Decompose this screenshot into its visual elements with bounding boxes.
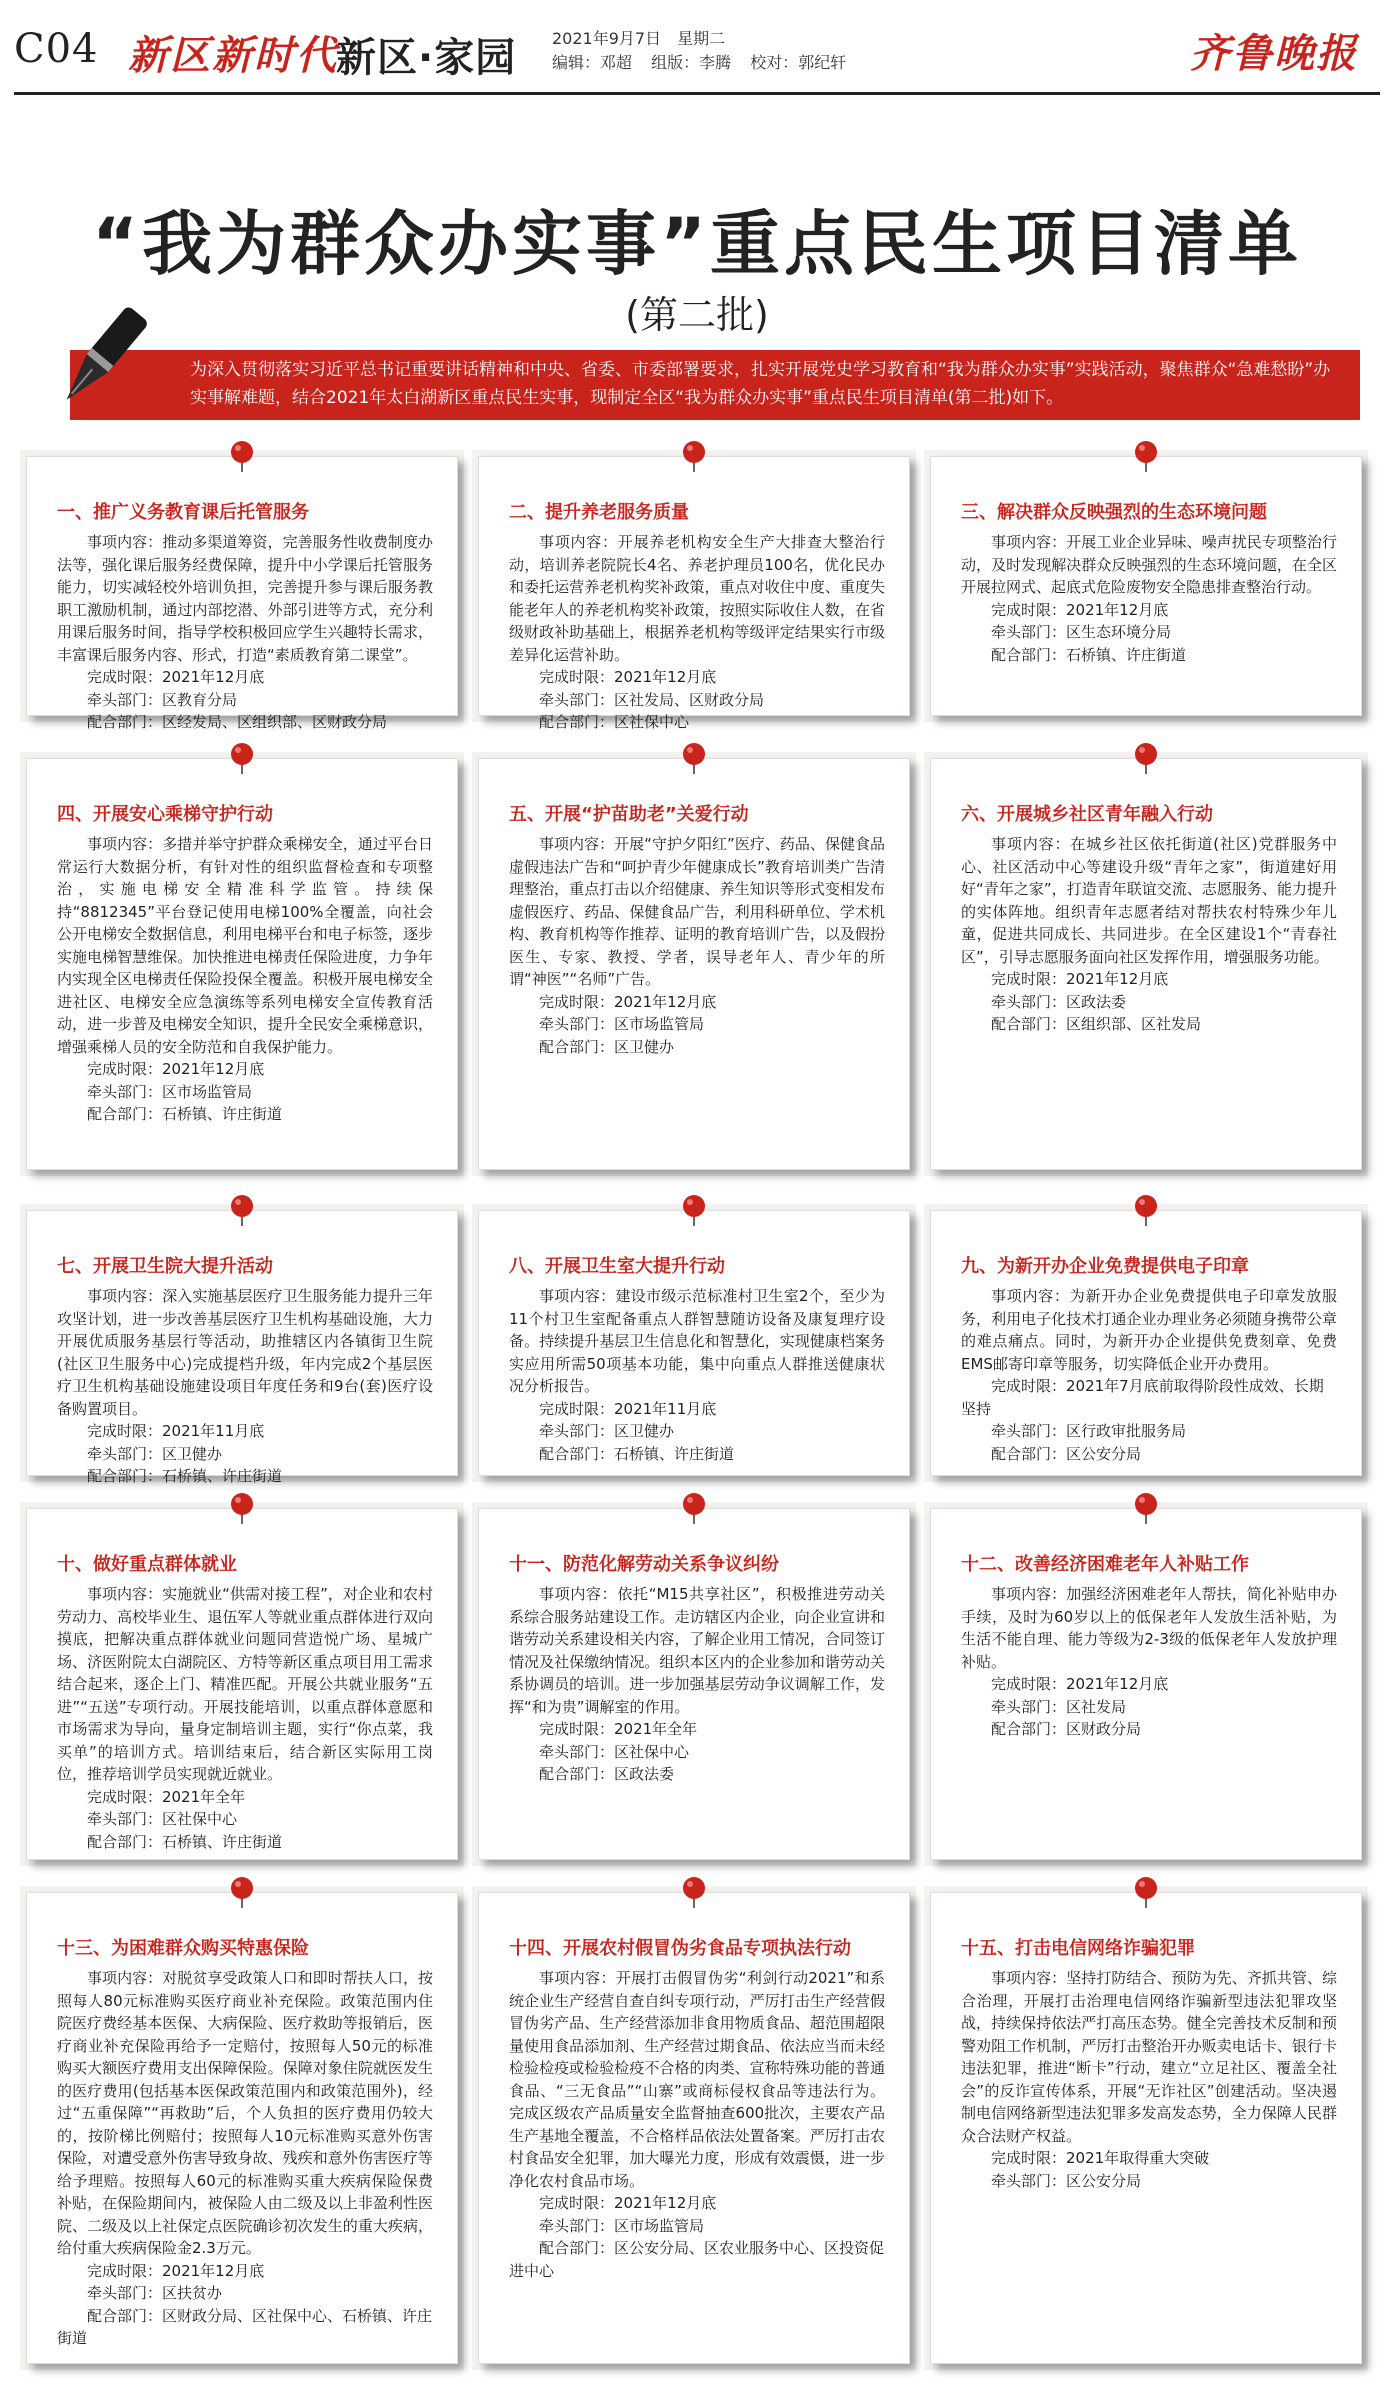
masthead-rule: [14, 92, 1380, 95]
card-title: 八、开展卫生室大提升行动: [509, 1256, 725, 1277]
card-content: 事项内容：对脱贫享受政策人口和即时帮扶人口，按照每人80元标准购买医疗商业补充保险。政策范围内住院医疗费经基本医保、大病保险、医疗救助等报销后，医疗商业补充保险再给予一定赔付，按照每人50元的标准购买大额医疗费用支出保障保险。保障对象住院就医发生的医疗费用(包括基本医保政策范围内和政策范围外)，经过“五重保障”“再救助”后，个人负担的医疗费用仍较大的，按阶梯比例赔付；按照每人10元标准购买意外伤害保险，对遭受意外伤害导致身故、残疾和意外伤害医疗等给予理赔。按照每人60元的标准购买重大疾病保险保费补贴，在保险期间内，被保险人由二级及以上非盈利性医院、二级及以上社保定点医院确诊初次发生的重大疾病，给付重大疾病保险金2.3万元。: [57, 1969, 433, 2257]
card-content: 事项内容：开展工业企业异味、噪声扰民专项整治行动，及时发现解决群众反映强烈的生态环境问题，在全区开展拉网式、起底式危险废物安全隐患排查整治行动。: [961, 533, 1337, 596]
card-deadline: 完成时限：2021年11月底: [87, 1422, 265, 1440]
card-coop-dept: 配合部门：区组织部、区社发局: [991, 1015, 1202, 1033]
card-content: 事项内容：开展养老机构安全生产大排查大整治行动，培训养老院院长4名、养老护理员100名，优化民办和委托运营养老机构奖补政策，重点对收住中度、重度失能老年人的养老机构奖补政策，按照实际收住人数，在省级财政补助基础上，根据养老机构等级评定结果实行市级差异化运营补助。: [509, 533, 885, 664]
card-deadline: 完成时限：2021年12月底: [539, 992, 717, 1011]
card-content: 事项内容：开展打击假冒伪劣“利剑行动2021”和系统企业生产经营自查自纠专项行动，严厉打击生产经营假冒伪劣产品、生产经营添加非食用物质食品、超范围超限量使用食品添加剂、生产经营过期食品、依法应当而未经检验检疫或检验检疫不合格的肉类、宣称特殊功能的普通食品、“三无食品”“山寨”或商标侵权食品等违法行为。完成区级农产品质量安全监督抽查600批次，主要农产品生产基地全覆盖，不合格样品依法处置备案。严厉打击农村食品安全犯罪，加大曝光力度，形成有效震慑，进一步净化农村食品市场。: [509, 1969, 885, 2190]
card-coop-dept: 配合部门：区公安分局、区农业服务中心、区投资促进中心: [509, 2239, 885, 2280]
card-deadline: 完成时限：2021年12月底: [87, 1060, 265, 1078]
pushpin-icon: [677, 1193, 711, 1227]
project-card: [930, 456, 1362, 716]
card-content: 事项内容：多措并举守护群众乘梯安全，通过平台日常运行大数据分析，有针对性的组织监督检查和专项整治，实施电梯安全精准科学监管。持续保持“8812345”平台登记使用电梯100%全覆盖，向社会公开电梯安全数据信息，利用电梯平台和电子标签，逐步实施电梯智慧维保。加快推进电梯责任保险进度，力争年内实现全区电梯责任保险投保全覆盖。积极开展电梯安全进社区、电梯安全应急演练等系列电梯安全宣传教育活动，进一步普及电梯安全知识，提升全民安全乘梯意识，增强乘梯人员的安全防范和自我保护能力。: [57, 835, 433, 1056]
card-title: 四、开展安心乘梯守护行动: [57, 804, 273, 825]
pushpin-icon: [225, 741, 259, 775]
card-content: 事项内容：依托“M15共享社区”，积极推进劳动关系综合服务站建设工作。走访辖区内企业，向企业宣讲和谐劳动关系建设相关内容，了解企业用工情况，合同签订情况及社保缴纳情况。组织本区内的企业参加和谐劳动关系协调员的培训。进一步加强基层劳动争议调解工作，发挥“和为贵”调解室的作用。: [509, 1585, 885, 1716]
card-content: 事项内容：深入实施基层医疗卫生服务能力提升三年攻坚计划，进一步改善基层医疗卫生机构基础设施，大力开展优质服务基层行等活动，助推辖区内各镇街卫生院(社区卫生服务中心)完成提档升级，年内完成2个基层医疗卫生机构基础设施建设项目年度任务和9台(套)医疗设备购置项目。: [57, 1287, 433, 1418]
card-content: 事项内容：坚持打防结合、预防为先、齐抓共管、综合治理，开展打击治理电信网络诈骗新型违法犯罪攻坚战，持续保持依法严打高压态势。健全完善技术反制和预警劝阻工作机制，严厉打击整治开办贩卖电话卡、银行卡违法犯罪，推进“断卡”行动，建立“立足社区、覆盖全社会”的反诈宣传体系，开展“无诈社区”创建活动。坚决遏制电信网络新型违法犯罪多发高发态势，全力保障人民群众合法财产权益。: [961, 1969, 1337, 2145]
pushpin-icon: [1129, 439, 1163, 473]
card-coop-dept: 配合部门：石桥镇、许庄街道: [539, 1444, 735, 1463]
pushpin-icon: [225, 1193, 259, 1227]
project-card: [26, 758, 458, 1170]
card-deadline: 完成时限：2021年7月底前取得阶段性成效、长期坚持: [961, 1377, 1324, 1418]
project-card: [930, 758, 1362, 1170]
card-lead-dept: 牵头部门：区卫健办: [87, 1444, 223, 1463]
project-card: [26, 1210, 458, 1485]
project-card: [930, 1210, 1362, 1476]
card-title: 十三、为困难群众购买特惠保险: [57, 1938, 309, 1959]
project-card: [26, 1892, 458, 2364]
project-card: [478, 456, 910, 731]
card-deadline: 完成时限：2021年12月底: [87, 2261, 265, 2280]
page-number: C04: [14, 26, 99, 72]
card-lead-dept: 牵头部门：区市场监管局: [539, 1015, 705, 1033]
pushpin-icon: [677, 1491, 711, 1525]
proof-credit: 校对：郭纪轩: [750, 53, 847, 72]
card-coop-dept: 配合部门：区政法委: [539, 1765, 675, 1783]
card-deadline: 完成时限：2021年12月底: [87, 668, 265, 686]
card-deadline: 完成时限：2021年11月底: [539, 1399, 717, 1418]
card-lead-dept: 牵头部门：区社发局: [991, 1697, 1127, 1716]
card-coop-dept: 配合部门：区卫健办: [539, 1037, 675, 1056]
fountain-pen-icon: [40, 300, 160, 420]
pushpin-icon: [677, 439, 711, 473]
card-content: 事项内容：加强经济困难老年人帮扶，简化补贴申办手续，及时为60岁以上的低保老年人发放生活补贴，为生活不能自理、能力等级为2-3级的低保老年人发放护理补贴。: [961, 1585, 1337, 1671]
sub-title: (第二批): [625, 293, 769, 337]
main-title: “我为群众办实事”重点民生项目清单: [91, 203, 1302, 285]
card-title: 六、开展城乡社区青年融入行动: [961, 804, 1213, 825]
project-card: [478, 1508, 910, 1860]
card-lead-dept: 牵头部门：区公安分局: [991, 2171, 1142, 2190]
card-title: 十二、改善经济困难老年人补贴工作: [961, 1554, 1249, 1575]
card-title: 三、解决群众反映强烈的生态环境问题: [961, 502, 1267, 523]
card-content: 事项内容：开展“守护夕阳红”医疗、药品、保健食品虚假违法广告和“呵护青少年健康成长”教育培训类广告清理整治，重点打击以介绍健康、养生知识等形式变相发布虚假医疗、药品、保健食品广告，利用科研单位、学术机构、教育机构等作推荐、证明的教育培训广告，以及假扮医生、专家、教授、学者，误导老年人、青少年的所谓“神医”“名师”广告。: [509, 835, 885, 988]
card-coop-dept: 配合部门：区财政分局: [991, 1720, 1142, 1738]
card-lead-dept: 牵头部门：区扶贫办: [87, 2284, 223, 2302]
card-deadline: 完成时限：2021年12月底: [991, 970, 1169, 988]
project-card: [930, 1892, 1362, 2364]
card-title: 十一、防范化解劳动关系争议纠纷: [509, 1554, 779, 1575]
card-lead-dept: 牵头部门：区社保中心: [87, 1810, 238, 1828]
project-card: [930, 1508, 1362, 1860]
card-lead-dept: 牵头部门：区教育分局: [87, 690, 238, 709]
project-card: [478, 1892, 910, 2364]
project-card: [478, 1210, 910, 1476]
staff-line: [552, 50, 860, 73]
pushpin-icon: [1129, 741, 1163, 775]
card-lead-dept: 牵头部门：区政法委: [991, 992, 1127, 1011]
pushpin-icon: [677, 1875, 711, 1909]
project-card: [26, 456, 458, 731]
card-title: 五、开展“护苗助老”关爱行动: [509, 804, 749, 825]
editor-credit: 编辑：邓超: [552, 53, 633, 72]
section-title: 新区·家园: [336, 35, 517, 81]
project-card: [478, 758, 910, 1170]
card-deadline: 完成时限：2021年全年: [87, 1787, 246, 1806]
date-line: 2021年9月7日 星期二: [552, 29, 726, 48]
card-lead-dept: 牵头部门：区市场监管局: [87, 1082, 253, 1101]
card-content: 事项内容：在城乡社区依托街道(社区)党群服务中心、社区活动中心等建设升级“青年之家”，街道建好用好“青年之家”，打造青年联谊交流、志愿服务、能力提升的实体阵地。组织青年志愿者结对帮扶农村特殊少年儿童，促进共同成长、共同进步。在全区建设1个“青春社区”，引导志愿服务面向社区发挥作用，增强服务功能。: [961, 835, 1337, 966]
card-title: 七、开展卫生院大提升活动: [57, 1256, 273, 1277]
card-deadline: 完成时限：2021年12月底: [539, 668, 717, 686]
card-coop-dept: 配合部门：区公安分局: [991, 1444, 1142, 1463]
card-title: 十、做好重点群体就业: [57, 1554, 237, 1575]
card-lead-dept: 牵头部门：区市场监管局: [539, 2216, 705, 2235]
pushpin-icon: [225, 1875, 259, 1909]
card-lead-dept: 牵头部门：区行政审批服务局: [991, 1422, 1187, 1440]
card-title: 十四、开展农村假冒伪劣食品专项执法行动: [509, 1938, 851, 1959]
card-lead-dept: 牵头部门：区社保中心: [539, 1742, 690, 1761]
card-content: 事项内容：建设市级示范标准村卫生室2个，至少为11个村卫生室配备重点人群智慧随访设备及康复理疗设备。持续提升基层卫生信息化和智慧化，实现健康档案务实应用所需50项基本功能，集中向重点人群推送健康状况分析报告。: [509, 1287, 885, 1395]
card-coop-dept: 配合部门：区财政分局、区社保中心、石桥镇、许庄街道: [57, 2306, 433, 2347]
card-deadline: 完成时限：2021年12月底: [991, 1675, 1169, 1693]
brand-logo: 齐鲁晚报: [1190, 30, 1358, 77]
card-coop-dept: 配合部门：石桥镇、许庄街道: [87, 1467, 283, 1485]
card-coop-dept: 配合部门：石桥镇、许庄街道: [87, 1105, 283, 1123]
card-coop-dept: 配合部门：石桥镇、许庄街道: [87, 1832, 283, 1851]
card-content: 事项内容：推动多渠道筹资，完善服务性收费制度办法等，强化课后服务经费保障，提升中小学课后托管服务能力，切实减轻校外培训负担，完善提升参与课后服务教职工激励机制，通过内部挖潜、外部引进等方式，充分利用课后服务时间，指导学校积极回应学生兴趣特长需求，丰富课后服务内容、形式，打造“素质教育第二课堂”。: [57, 533, 433, 664]
card-lead-dept: 牵头部门：区生态环境分局: [991, 623, 1172, 641]
card-deadline: 完成时限：2021年全年: [539, 1720, 698, 1738]
card-title: 九、为新开办企业免费提供电子印章: [961, 1256, 1249, 1277]
card-content: 事项内容：实施就业“供需对接工程”，对企业和农村劳动力、高校毕业生、退伍军人等就业重点群体进行双向摸底，把解决重点群体就业问题同营造悦广场、星城广场、济医附院太白湖院区、方特等新区重点项目用工需求结合起来，逐企上门、精准匹配。开展公共就业服务“五进”“五送”专项行动。开展技能培训，以重点群体意愿和市场需求为导向，量身定制培训主题，实行“你点菜，我买单”的培训方式。培训结束后，结合新区实际用工岗位，推荐培训学员实现就近就业。: [57, 1585, 433, 1783]
project-card: [26, 1508, 458, 1860]
pushpin-icon: [1129, 1491, 1163, 1525]
pushpin-icon: [1129, 1875, 1163, 1909]
layout-credit: 组版：李腾: [651, 53, 732, 72]
card-lead-dept: 牵头部门：区社发局、区财政分局: [539, 690, 765, 709]
card-title: 十五、打击电信网络诈骗犯罪: [961, 1938, 1195, 1959]
card-deadline: 完成时限：2021年12月底: [991, 600, 1169, 619]
card-coop-dept: 配合部门：区社保中心: [539, 713, 690, 731]
intro-text: 为深入贯彻落实习近平总书记重要讲话精神和中央、省委、市委部署要求，扎实开展党史学习教育和“我为群众办实事”实践活动，聚焦群众“急难愁盼”办实事解难题，结合2021年太白湖新区重点民生实事，现制定全区“我为群众办实事”重点民生项目清单(第二批)如下。: [190, 360, 1331, 408]
pushpin-icon: [1129, 1193, 1163, 1227]
masthead: [0, 0, 1394, 100]
newspaper-section-logo: 新区新时代: [128, 32, 338, 79]
card-title: 一、推广义务教育课后托管服务: [57, 502, 309, 523]
pushpin-icon: [225, 1491, 259, 1525]
pushpin-icon: [677, 741, 711, 775]
card-coop-dept: 配合部门：区经发局、区组织部、区财政分局: [87, 713, 388, 731]
card-coop-dept: 配合部门：石桥镇、许庄街道: [991, 645, 1187, 664]
card-lead-dept: 牵头部门：区卫健办: [539, 1422, 675, 1440]
card-deadline: 完成时限：2021年取得重大突破: [991, 2149, 1210, 2167]
card-content: 事项内容：为新开办企业免费提供电子印章发放服务，利用电子化技术打通企业办理业务必须随身携带公章的难点痛点。同时，为新开办企业提供免费刻章、免费EMS邮寄印章等服务，切实降低企业开办费用。: [961, 1287, 1337, 1373]
pushpin-icon: [225, 439, 259, 473]
card-title: 二、提升养老服务质量: [509, 502, 689, 523]
card-deadline: 完成时限：2021年12月底: [539, 2194, 717, 2212]
